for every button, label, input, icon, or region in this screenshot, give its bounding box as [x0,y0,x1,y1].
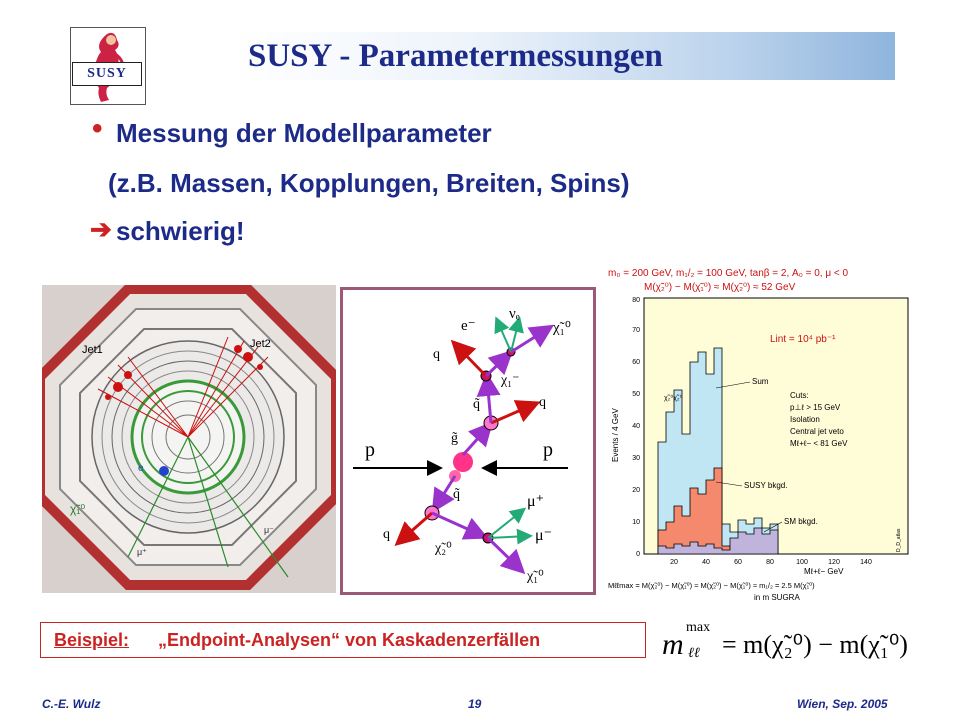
y-tick: 80 [632,297,640,304]
x-tick: 120 [828,559,840,566]
feyn-label-p-left: p [365,439,375,461]
cuts-4: Mℓ+ℓ− < 81 GeV [790,439,848,448]
plot-xlabel: Mℓ+ℓ− GeV [804,567,844,576]
legend-sm: SM bkgd. [784,517,818,526]
feyn-label-chi10-bottom: χ̃₁⁰ [527,569,544,584]
feyn-label-muminus: μ⁻ [535,527,553,544]
muon-minus-label: μ⁻ [264,525,274,535]
bullet-1: Messung der Modellparameter [116,118,492,148]
footer-page-number: 19 [468,697,482,711]
formula-lhs-sup: max [686,620,711,635]
plot-header-1: m₀ = 200 GeV, m₁/₂ = 100 GeV, tanβ = 2, A₀ = 0, μ < 0 [608,268,849,279]
plot-formula-1: Mℓℓmax = M(χ̃₂⁰) − M(χ̃₁⁰) ≈ M(χ̃₂⁰) − M(χ̃₁⁰) ≈ m₁/₂ = 2.5 M(χ̃₁⁰) [608,581,815,590]
jet2-label: Jet2 [250,338,271,350]
y-tick: 30 [632,455,640,462]
logo-text: SUSY [72,62,142,86]
x-tick: 80 [766,559,774,566]
cuts-0: Cuts: [790,391,809,400]
x-tick: 140 [860,559,872,566]
slide-title: SUSY - Parametermessungen [248,38,663,74]
feyn-label-chi1: χ₁⁻ [501,373,520,388]
bullet-3: schwierig! [116,216,245,246]
legend-susy: SUSY bkgd. [744,481,788,490]
plot-formula-2: in m SUGRA [754,593,800,602]
feyn-label-q2: q [539,395,546,410]
jet1-label: Jet1 [82,344,103,356]
formula-rhs: = m(χ̃₂⁰) − m(χ̃₁⁰) [722,630,908,659]
y-tick: 0 [636,551,640,558]
bullet-2: (z.B. Massen, Kopplungen, Breiten, Spins) [108,168,630,198]
formula-lhs: m [662,628,684,661]
x-tick: 40 [702,559,710,566]
footer-author: C.-E. Wulz [42,697,101,711]
feyn-label-squark1: q̃ [473,397,480,412]
feyn-label-q1: q [433,347,440,362]
signal-label: χ̃₂⁰χ̃₂⁰ [664,395,683,402]
feyn-label-squark2: q̃ [453,487,460,502]
x-tick: 100 [796,559,808,566]
feyn-label-muplus: μ⁺ [527,493,545,510]
detector-event-display [42,285,336,593]
feyn-label-chi20: χ̃₂⁰ [435,541,452,556]
bullet-dot-icon: • [92,112,103,145]
dilepton-mass-plot [604,262,924,602]
feyn-label-chi10-top: χ̃₁⁰ [553,320,571,336]
y-tick: 70 [632,327,640,334]
example-text: „Endpoint-Analysen“ von Kaskadenzerfällen [158,630,541,650]
cuts-2: Isolation [790,415,820,424]
chi-label: χ̃₁⁰ [70,502,86,516]
endpoint-formula [660,616,930,668]
feynman-diagram [340,287,596,595]
feyn-label-gluino: g̃ [451,431,458,446]
x-tick: 20 [670,559,678,566]
y-tick: 60 [632,359,640,366]
legend-sum: Sum [752,377,769,386]
lumi-label: Lint = 10⁴ pb⁻¹ [770,334,836,345]
y-tick: 40 [632,423,640,430]
y-tick: 10 [632,519,640,526]
arrow-right-icon: ➔ [90,214,112,244]
feyn-label-nu: νₑ [509,306,520,322]
cuts-1: p⊥ℓ > 15 GeV [790,403,841,412]
electron-label: e [138,463,144,474]
footer-date: Wien, Sep. 2005 [797,697,888,711]
example-label: Beispiel: [54,630,130,650]
x-tick: 60 [734,559,742,566]
feyn-label-p-right: p [543,439,553,461]
y-tick: 50 [632,391,640,398]
plot-ylabel: Events / 4 GeV [611,408,620,462]
plot-header-2: M(χ̃₂⁰) − M(χ̃₁⁰) ≈ M(χ̃₂⁰) ≈ 52 GeV [644,282,796,293]
y-tick: 20 [632,487,640,494]
plot-id: D_D_atlas [896,528,902,552]
muon-plus-label: μ⁺ [137,547,147,557]
formula-lhs-sub: ℓℓ [688,646,700,661]
cuts-3: Central jet veto [790,427,844,436]
feyn-label-e: e⁻ [461,318,476,334]
feyn-label-q3: q [383,527,390,542]
